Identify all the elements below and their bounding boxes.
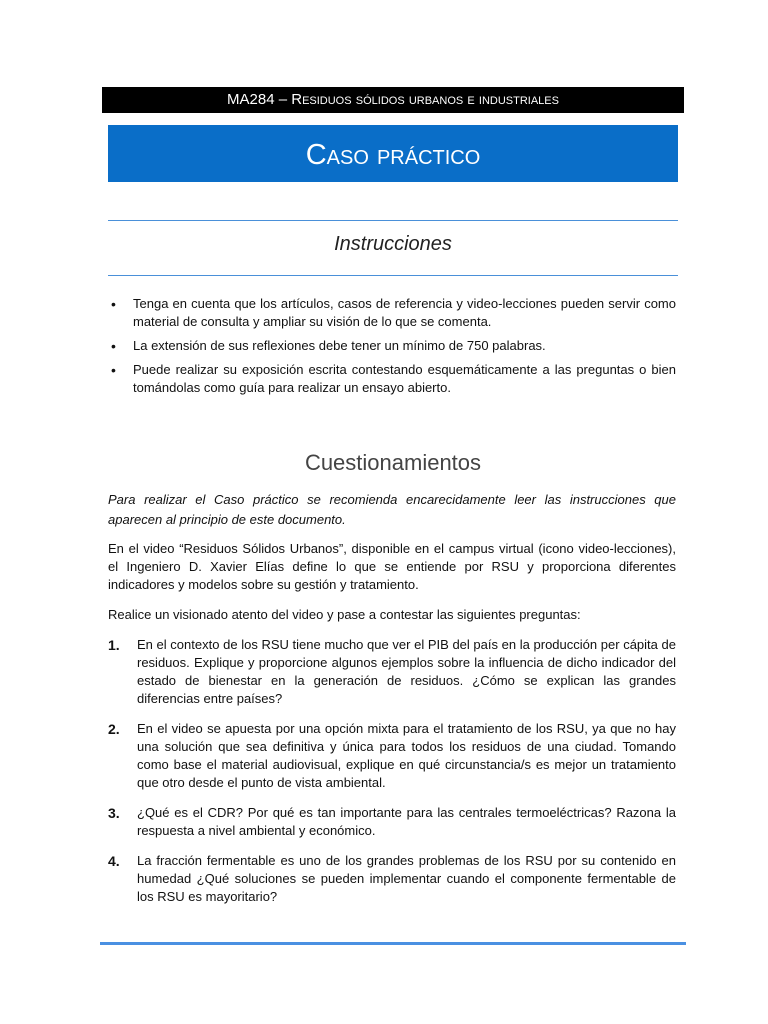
question-number: 4. xyxy=(108,853,120,869)
list-item-text: La extensión de sus reflexiones debe tener un mínimo de 750 palabras. xyxy=(133,338,546,353)
question-number: 1. xyxy=(108,637,120,653)
question-item xyxy=(108,804,676,840)
question-text: En el contexto de los RSU tiene mucho que ver el PIB del país en la producción per cápita de residuos. Explique y proporcione algunos ejemplos sobre la influencia de dicho indicador del estado de bienestar en la generación de residuos. ¿Cómo se explican las grandes diferencias entre países? xyxy=(137,637,676,706)
question-number: 2. xyxy=(108,721,120,737)
course-title: MA284 – Residuos sólidos urbanos e industriales xyxy=(227,91,559,108)
footer-divider xyxy=(100,942,686,945)
list-item xyxy=(108,361,676,397)
course-header-bar xyxy=(102,87,684,113)
instructions-list xyxy=(108,295,676,403)
list-item-text: Tenga en cuenta que los artículos, casos de referencia y video-lecciones pueden servir como material de consulta y ampliar su visión de lo que se comenta. xyxy=(133,296,676,329)
bullet-icon: • xyxy=(111,362,116,378)
list-item-text: Puede realizar su exposición escrita contestando esquemáticamente a las preguntas o bien tomándolas como guía para realizar un ensayo abierto. xyxy=(133,362,676,395)
title-banner xyxy=(108,125,678,182)
questions-list xyxy=(108,636,676,906)
question-text: ¿Qué es el CDR? Por qué es tan importante para las centrales termoeléctricas? Razona la respuesta a nivel ambiental y económico. xyxy=(137,805,676,838)
video-paragraph: En el video “Residuos Sólidos Urbanos”, disponible en el campus virtual (icono video-lecciones), el Ingeniero D. Xavier Elías define lo que se entiende por RSU y proporciona diferentes indicadores y modelos sobre su gestión y tratamiento. xyxy=(108,541,676,592)
question-text: La fracción fermentable es uno de los grandes problemas de los RSU por su contenido en humedad ¿Qué soluciones se pueden implementar cuando el componente fermentable de los RSU es mayoritario? xyxy=(137,853,676,904)
question-item xyxy=(108,636,676,708)
divider-bottom xyxy=(108,275,678,276)
questions-heading: Cuestionamientos xyxy=(304,450,482,475)
list-item xyxy=(108,337,676,355)
bullet-icon: • xyxy=(111,338,116,354)
question-item xyxy=(108,720,676,792)
intro-note: Para realizar el Caso práctico se recomienda encarecidamente leer las instrucciones que aparecen al principio de este documento. xyxy=(108,492,676,527)
divider-top xyxy=(108,220,678,221)
question-text: En el video se apuesta por una opción mixta para el tratamiento de los RSU, ya que no hay una solución que sea definitiva y única para todos los residuos de una ciudad. Tomando como base el material audiovisual, explique en qué circunstancia/s es mejor un tratamiento que otro desde el punto de vista ambiental. xyxy=(137,721,676,790)
question-item xyxy=(108,852,676,906)
list-item xyxy=(108,295,676,331)
questions-content xyxy=(108,490,676,918)
instructions-heading: Instrucciones xyxy=(334,233,452,255)
instruction-paragraph: Realice un visionado atento del video y pase a contestar las siguientes preguntas: xyxy=(108,607,581,622)
bullet-icon: • xyxy=(111,296,116,312)
question-number: 3. xyxy=(108,805,120,821)
page-title: Caso práctico xyxy=(305,139,481,171)
